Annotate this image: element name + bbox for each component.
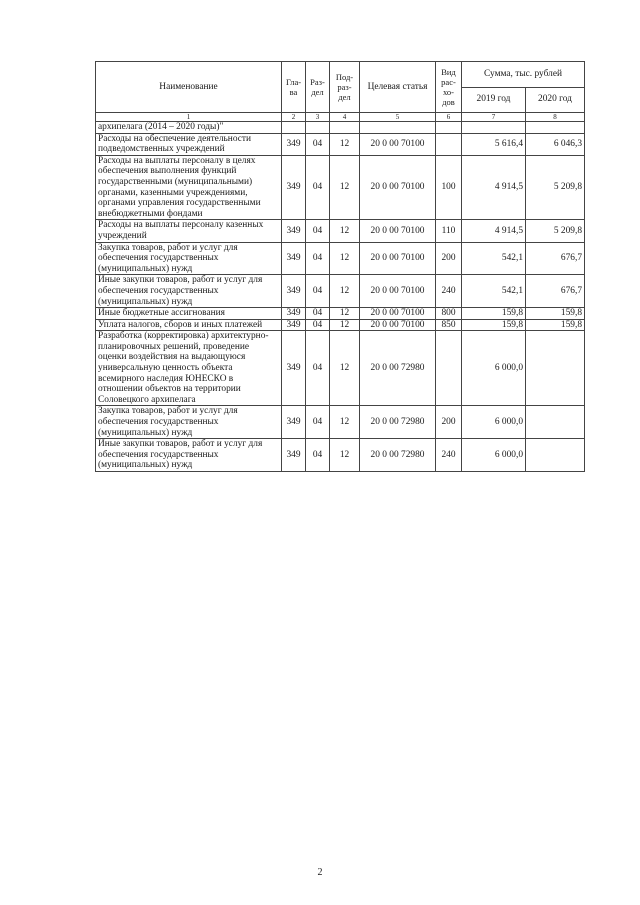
row-vid: 200 <box>436 242 462 275</box>
row-razdel: 04 <box>306 133 330 155</box>
column-number: 7 <box>462 113 526 122</box>
header-name: Наименование <box>96 62 282 113</box>
header-year-2020: 2020 год <box>526 87 585 113</box>
row-name: Иные бюджетные ассигнования <box>96 308 282 320</box>
row-sum-2020 <box>526 331 585 406</box>
row-celevaya: 20 0 00 70100 <box>360 275 436 308</box>
row-name: Иные закупки товаров, работ и услуг для обеспечения государственных (муниципальных) нужд <box>96 275 282 308</box>
row-razdel: 04 <box>306 439 330 472</box>
row-podrazdel: 12 <box>330 439 360 472</box>
table-row <box>96 220 585 242</box>
column-number: 2 <box>282 113 306 122</box>
row-celevaya: 20 0 00 72980 <box>360 439 436 472</box>
row-name: Закупка товаров, работ и услуг для обеспечения государственных (муниципальных) нужд <box>96 406 282 439</box>
row-name: Расходы на обеспечение деятельности подведомственных учреждений <box>96 133 282 155</box>
row-glava: 349 <box>282 275 306 308</box>
row-glava: 349 <box>282 406 306 439</box>
row-sum-2019: 6 000,0 <box>462 331 526 406</box>
row-podrazdel: 12 <box>330 331 360 406</box>
row-glava <box>282 122 306 134</box>
row-vid <box>436 133 462 155</box>
row-glava: 349 <box>282 319 306 331</box>
row-name: архипелага (2014 – 2020 годы)" <box>96 122 282 134</box>
row-name: Закупка товаров, работ и услуг для обеспечения государственных (муниципальных) нужд <box>96 242 282 275</box>
table-row <box>96 439 585 472</box>
row-sum-2020: 676,7 <box>526 275 585 308</box>
row-celevaya: 20 0 00 70100 <box>360 220 436 242</box>
header-podrazdel: Под-раз-дел <box>330 62 360 113</box>
table-header-row <box>96 62 585 88</box>
row-celevaya: 20 0 00 70100 <box>360 319 436 331</box>
header-vid: Вид рас-хо-дов <box>436 62 462 113</box>
row-glava: 349 <box>282 308 306 320</box>
row-celevaya: 20 0 00 72980 <box>360 406 436 439</box>
row-sum-2019: 5 616,4 <box>462 133 526 155</box>
row-razdel: 04 <box>306 319 330 331</box>
header-glava: Гла-ва <box>282 62 306 113</box>
row-name: Уплата налогов, сборов и иных платежей <box>96 319 282 331</box>
row-sum-2019: 6 000,0 <box>462 406 526 439</box>
row-celevaya: 20 0 00 70100 <box>360 133 436 155</box>
row-vid: 240 <box>436 275 462 308</box>
row-razdel: 04 <box>306 308 330 320</box>
row-glava: 349 <box>282 155 306 220</box>
column-number: 3 <box>306 113 330 122</box>
row-sum-2019: 6 000,0 <box>462 439 526 472</box>
row-name: Разработка (корректировка) архитектурно-планировочных решений, проведение оценки воздействия на выдающуюся универсальную ценность объекта всемирного наследия ЮНЕСКО в отношении объектов на территории Соловецкого архипелага <box>96 331 282 406</box>
row-sum-2019 <box>462 122 526 134</box>
row-razdel: 04 <box>306 155 330 220</box>
row-sum-2020: 159,8 <box>526 319 585 331</box>
row-celevaya: 20 0 00 70100 <box>360 155 436 220</box>
header-razdel: Раз-дел <box>306 62 330 113</box>
row-razdel: 04 <box>306 220 330 242</box>
row-podrazdel: 12 <box>330 133 360 155</box>
row-razdel: 04 <box>306 331 330 406</box>
row-sum-2020: 159,8 <box>526 308 585 320</box>
header-year-2019: 2019 год <box>462 87 526 113</box>
row-sum-2019: 542,1 <box>462 275 526 308</box>
row-sum-2020 <box>526 406 585 439</box>
row-podrazdel: 12 <box>330 220 360 242</box>
row-glava: 349 <box>282 242 306 275</box>
column-number-row <box>96 113 585 122</box>
column-number: 8 <box>526 113 585 122</box>
row-vid: 850 <box>436 319 462 331</box>
row-name: Расходы на выплаты персоналу в целях обеспечения выполнения функций государственными (муниципальными) органами, казенными учреждениями, органами управления государственными внебюджетными фондами <box>96 155 282 220</box>
row-sum-2019: 159,8 <box>462 319 526 331</box>
row-celevaya: 20 0 00 70100 <box>360 242 436 275</box>
row-razdel: 04 <box>306 275 330 308</box>
row-razdel: 04 <box>306 406 330 439</box>
row-sum-2020: 5 209,8 <box>526 220 585 242</box>
row-sum-2019: 4 914,5 <box>462 220 526 242</box>
row-sum-2019: 159,8 <box>462 308 526 320</box>
row-podrazdel: 12 <box>330 308 360 320</box>
row-vid: 110 <box>436 220 462 242</box>
row-sum-2020: 6 046,3 <box>526 133 585 155</box>
row-sum-2020 <box>526 439 585 472</box>
row-celevaya: 20 0 00 70100 <box>360 308 436 320</box>
row-vid: 100 <box>436 155 462 220</box>
table-row <box>96 308 585 320</box>
row-vid: 240 <box>436 439 462 472</box>
row-sum-2020: 5 209,8 <box>526 155 585 220</box>
row-glava: 349 <box>282 331 306 406</box>
column-number: 6 <box>436 113 462 122</box>
row-vid: 200 <box>436 406 462 439</box>
row-celevaya <box>360 122 436 134</box>
row-podrazdel: 12 <box>330 155 360 220</box>
row-sum-2019: 542,1 <box>462 242 526 275</box>
row-vid: 800 <box>436 308 462 320</box>
row-glava: 349 <box>282 133 306 155</box>
table-row <box>96 319 585 331</box>
row-name: Расходы на выплаты персоналу казенных учреждений <box>96 220 282 242</box>
row-sum-2020 <box>526 122 585 134</box>
row-glava: 349 <box>282 220 306 242</box>
row-sum-2020: 676,7 <box>526 242 585 275</box>
row-vid <box>436 331 462 406</box>
column-number: 1 <box>96 113 282 122</box>
header-summa: Сумма, тыс. рублей <box>462 62 585 88</box>
table-row <box>96 242 585 275</box>
row-podrazdel: 12 <box>330 242 360 275</box>
table-row <box>96 406 585 439</box>
row-podrazdel <box>330 122 360 134</box>
row-name: Иные закупки товаров, работ и услуг для обеспечения государственных (муниципальных) нужд <box>96 439 282 472</box>
table-row <box>96 133 585 155</box>
column-number: 5 <box>360 113 436 122</box>
column-number: 4 <box>330 113 360 122</box>
header-celevaya: Целевая статья <box>360 62 436 113</box>
table-row <box>96 275 585 308</box>
table-body <box>96 122 585 472</box>
row-podrazdel: 12 <box>330 406 360 439</box>
row-celevaya: 20 0 00 72980 <box>360 331 436 406</box>
table-row <box>96 155 585 220</box>
row-glava: 349 <box>282 439 306 472</box>
table-row <box>96 331 585 406</box>
page-number: 2 <box>317 867 323 878</box>
budget-table <box>95 61 585 472</box>
row-sum-2019: 4 914,5 <box>462 155 526 220</box>
row-podrazdel: 12 <box>330 275 360 308</box>
row-razdel <box>306 122 330 134</box>
row-vid <box>436 122 462 134</box>
table-row <box>96 122 585 134</box>
row-podrazdel: 12 <box>330 319 360 331</box>
row-razdel: 04 <box>306 242 330 275</box>
